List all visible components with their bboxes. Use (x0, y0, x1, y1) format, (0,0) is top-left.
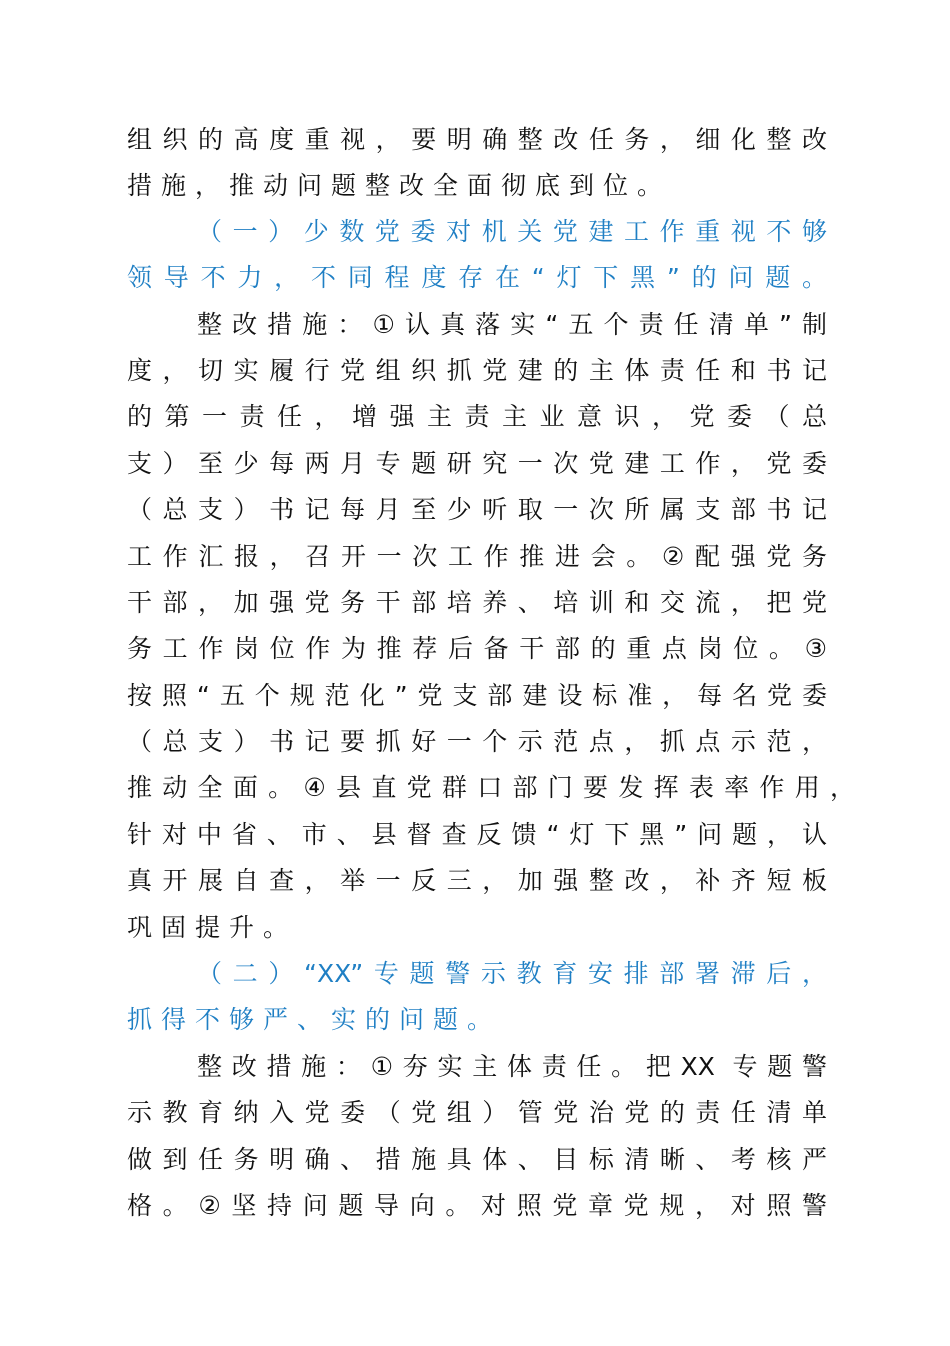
body-text-line: 针对中省、市、县督查反馈“灯下黑”问题，认 (127, 820, 827, 849)
body-text-line: 示教育纳入党委（党组）管党治党的责任清单 (127, 1098, 827, 1127)
body-text-line: 支）至少每两月专题研究一次党建工作，党委 (127, 449, 827, 478)
body-text-line: （总支）书记要抓好一个示范点，抓点示范， (127, 727, 827, 756)
section-heading-2-line: 抓得不够严、实的问题。 (127, 1005, 502, 1034)
body-text-line: 的第一责任，增强主责主业意识，党委（总 (127, 402, 827, 431)
body-text-line: 做到任务明确、措施具体、目标清晰、考核严 (127, 1145, 827, 1174)
body-text-line: 务工作岗位作为推荐后备干部的重点岗位。③ (127, 634, 827, 663)
body-text-line: 整改措施：①夯实主体责任。把XX 专题警 (197, 1052, 827, 1081)
body-text-line: 整改措施：①认真落实“五个责任清单”制 (197, 310, 827, 339)
section-heading-2-line: （二）“XX”专题警示教育安排部署滞后， (197, 959, 827, 988)
body-text-line: 真开展自查，举一反三，加强整改，补齐短板 (127, 866, 827, 895)
body-text-line: 措施，推动问题整改全面彻底到位。 (127, 171, 672, 200)
section-heading-1-line: （一）少数党委对机关党建工作重视不够 (197, 217, 827, 246)
body-text-line: 度，切实履行党组织抓党建的主体责任和书记 (127, 356, 827, 385)
body-text-line: 按照“五个规范化”党支部建设标准，每名党委 (127, 681, 827, 710)
body-text-line: 巩固提升。 (127, 913, 298, 942)
body-text-line: 推动全面。④县直党群口部门要发挥表率作用， (127, 773, 855, 802)
body-text-line: 干部，加强党务干部培养、培训和交流，把党 (127, 588, 827, 617)
body-text-line: 组织的高度重视，要明确整改任务，细化整改 (127, 125, 827, 154)
body-text-line: 格。②坚持问题导向。对照党章党规，对照警 (127, 1191, 827, 1220)
section-heading-1-line: 领导不力，不同程度存在“灯下黑”的问题。 (127, 263, 827, 292)
body-text-line: 工作汇报，召开一次工作推进会。②配强党务 (127, 542, 827, 571)
body-text-line: （总支）书记每月至少听取一次所属支部书记 (127, 495, 827, 524)
